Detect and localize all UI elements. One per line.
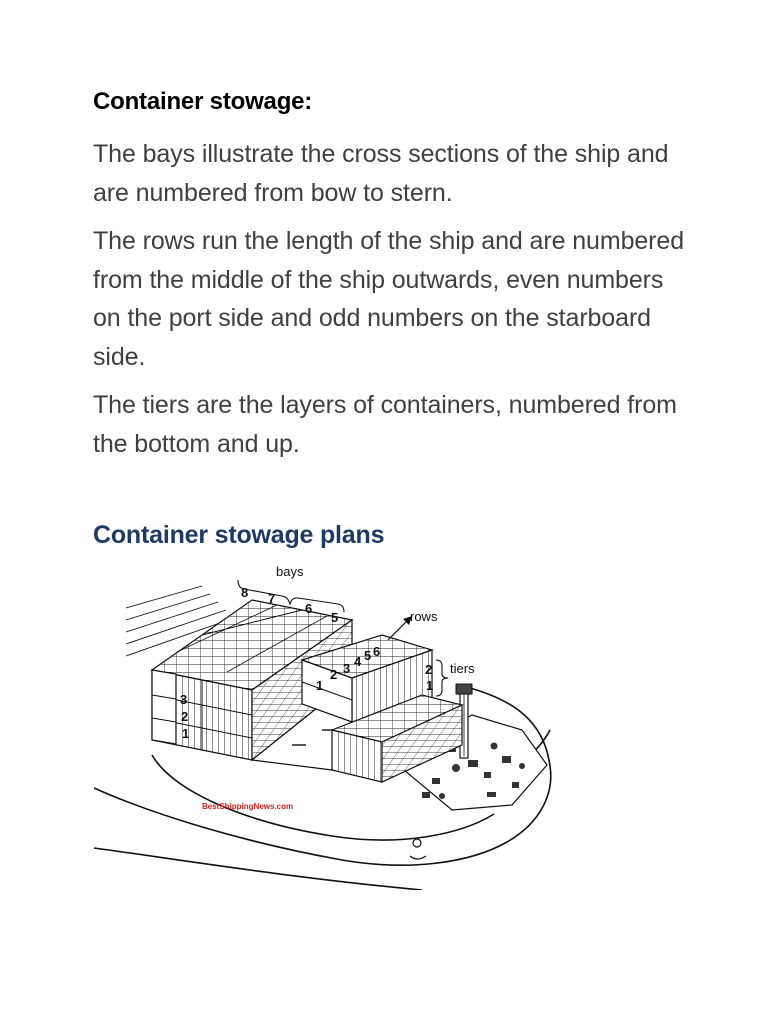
rows-label: rows <box>410 609 438 624</box>
tier-number: 3 <box>180 692 188 707</box>
row-number: 6 <box>373 644 381 659</box>
paragraph-tiers: The tiers are the layers of containers, numbered from the bottom and up. <box>93 391 677 458</box>
bay-number: 6 <box>305 601 313 616</box>
bays-label: bays <box>276 564 304 579</box>
row-number: 1 <box>316 678 324 693</box>
bay-number: 5 <box>331 610 339 625</box>
paragraph-bays: The bays illustrate the cross sections of the ship and are numbered from bow to stern. <box>93 140 669 207</box>
bay-number: 8 <box>241 585 249 600</box>
row-number: 3 <box>343 661 351 676</box>
tiers-label: tiers <box>450 661 475 676</box>
row-number: 2 <box>330 667 338 682</box>
anchor-icon <box>410 839 426 859</box>
row-number: 5 <box>364 648 372 663</box>
tier-numbers-right <box>425 662 433 693</box>
paragraph-rows: The rows run the length of the ship and are numbered from the middle of the ship outwards, even numbers on the port side and odd numbers on the starboard side. <box>93 227 685 371</box>
tier-number: 1 <box>426 678 434 693</box>
tier-number: 1 <box>182 726 190 741</box>
tiers-bracket <box>436 660 448 696</box>
row-number: 4 <box>354 654 362 669</box>
tier-number: 2 <box>181 709 189 724</box>
ship-stowage-illustration <box>92 560 562 890</box>
tier-number: 2 <box>425 662 433 677</box>
rows-arrow <box>388 616 412 640</box>
bay-number: 7 <box>268 591 276 606</box>
watermark: BestShippingNews.com <box>202 802 294 811</box>
figure-heading: Container stowage plans <box>93 521 385 549</box>
section-heading: Container stowage: <box>93 88 313 115</box>
